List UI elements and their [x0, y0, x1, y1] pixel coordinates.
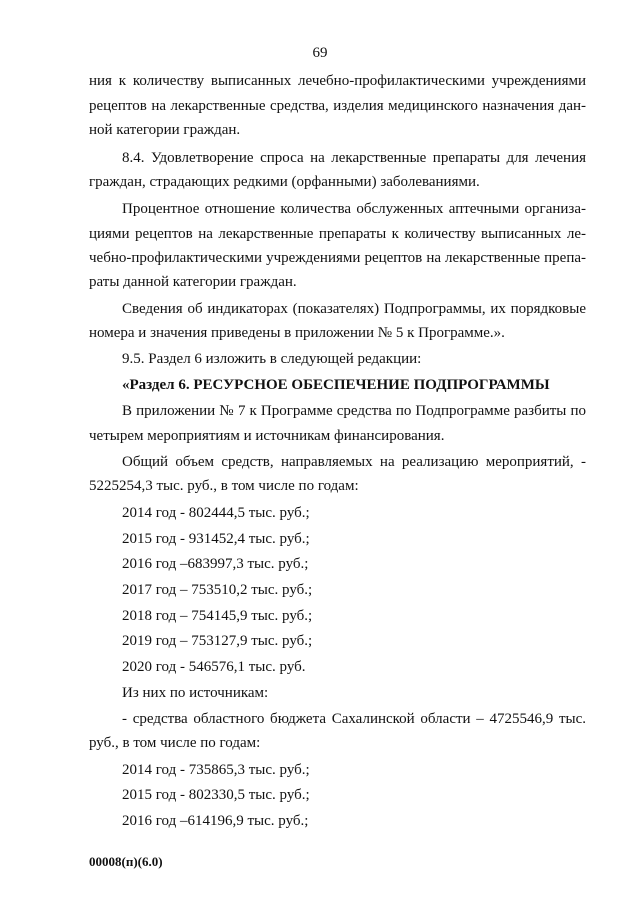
text-line: 5225254,3 тыс. руб., в том числе по годам: [89, 478, 359, 494]
text-line: 8.4. Удовлетворение спроса на лекарственные препараты для лечения [122, 150, 586, 166]
year-amount-line: 2014 год - 802444,5 тыс. руб.; [122, 505, 310, 521]
text-line: циями рецептов на лекарственные препараты к количеству выписанных ле- [89, 226, 586, 242]
year-amount-line: 2015 год - 931452,4 тыс. руб.; [122, 531, 310, 547]
text-line: Общий объем средств, направляемых на реализацию мероприятий, - [122, 454, 586, 470]
text-line: ной категории граждан. [89, 122, 241, 138]
page-number: 69 [312, 45, 328, 61]
year-amount-line: 2016 год –614196,9 тыс. руб.; [122, 813, 309, 829]
text-line: ния к количеству выписанных лечебно-профилактическими учреждениями [89, 73, 586, 89]
year-amount-line: 2018 год – 754145,9 тыс. руб.; [122, 608, 313, 624]
text-line: Из них по источникам: [122, 685, 269, 701]
year-amount-line: 2019 год – 753127,9 тыс. руб.; [122, 633, 313, 649]
text-line: чебно-профилактическими учреждениями рецептов на лекарственные препа- [89, 250, 586, 266]
text-line: номера и значения приведены в приложении № 5 к Программе.». [89, 325, 505, 341]
year-amount-line: 2014 год - 735865,3 тыс. руб.; [122, 762, 310, 778]
text-line: Процентное отношение количества обслуженных аптечными организа- [122, 201, 586, 217]
year-amount-line: 2016 год –683997,3 тыс. руб.; [122, 556, 309, 572]
text-line: раты данной категории граждан. [89, 274, 297, 290]
year-amount-line: 2015 год - 802330,5 тыс. руб.; [122, 787, 310, 803]
text-line: 9.5. Раздел 6 изложить в следующей редакции: [122, 351, 422, 367]
text-line: В приложении № 7 к Программе средства по Подпрограмме разбиты по [122, 403, 586, 419]
text-line: - средства областного бюджета Сахалинской области – 4725546,9 тыс. [122, 711, 586, 727]
text-line: четырем мероприятиям и источникам финансирования. [89, 428, 445, 444]
section-heading: «Раздел 6. РЕСУРСНОЕ ОБЕСПЕЧЕНИЕ ПОДПРОГРАММЫ [122, 377, 550, 393]
text-line: Сведения об индикаторах (показателях) Подпрограммы, их порядковые [122, 301, 586, 317]
year-amount-line: 2020 год - 546576,1 тыс. руб. [122, 659, 306, 675]
text-line: руб., в том числе по годам: [89, 735, 261, 751]
document-footer-code: 00008(п)(6.0) [89, 854, 163, 869]
text-line: граждан, страдающих редкими (орфанными) заболеваниями. [89, 174, 480, 190]
text-line: рецептов на лекарственные средства, изделия медицинского назначения дан- [89, 98, 586, 114]
year-amount-line: 2017 год – 753510,2 тыс. руб.; [122, 582, 313, 598]
